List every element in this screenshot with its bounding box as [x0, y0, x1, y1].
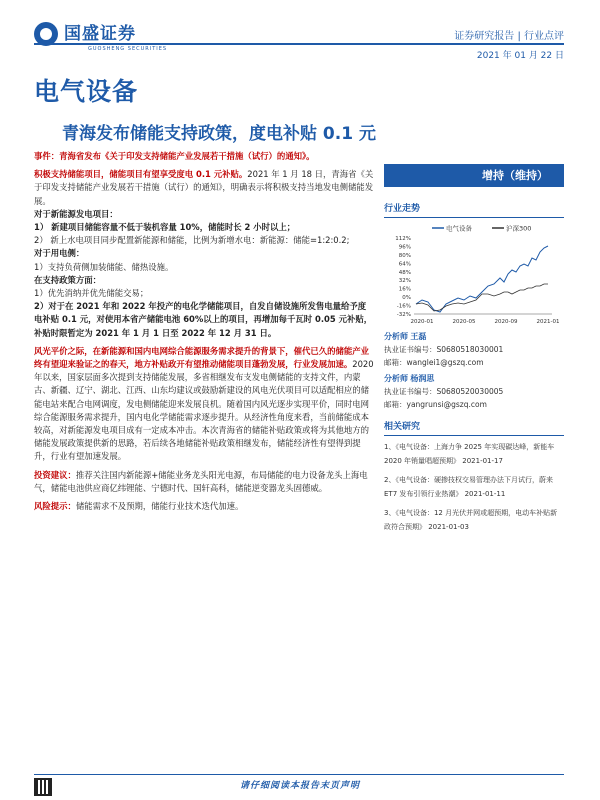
analyst-email[interactable]: 邮箱：yangrunsi@gszq.com	[384, 400, 487, 409]
paragraph-2-text: 2020 年以来，国家层面多次提到支持储能发展，多省相继发布支发电侧储能的支持文件，内蒙古、新疆、辽宁、湖北、江西、山东均建议或鼓励新建设的风电光伏项目可以适配相应的储能电站来配合电网调度，发电侧储能迎来发展良机。随着国内风光逐步实现平价，同时电网综合能源服务需求提升，国内电化学储能需求逐步提升。从经济性角度来看，当前储能成本较高，对新能源发电项目成有一定成本冲击。本次青海省的储能补贴政策或将为其他地方的储能发展政策提供新的思路，若后续各地储能补贴政策相继发布，储能经济性有望得到提升，行业有望加速发展。	[34, 359, 374, 462]
heading-consumption: 对于用电侧：	[34, 248, 85, 259]
y-tick-label: 64%	[398, 261, 411, 268]
paragraph-1-lead: 积极支持储能项目，储能项目有望享受度电 0.1 元补贴。	[34, 169, 248, 180]
paragraph-1-text: 2021 年 1 月 18 日，青海省《关于印发支持储能产业发展若干措施（试行）的通知》，明确表示将积极支持当地发电侧储能发展。	[34, 169, 374, 206]
logo-english: GUOSHENG SECURITIES	[88, 45, 168, 52]
header-divider	[34, 43, 564, 45]
report-date: 2021 年 01 月 22 日	[476, 51, 564, 61]
page-header	[0, 0, 600, 62]
analyst-email[interactable]: 邮箱：wanglei1@gszq.com	[384, 358, 484, 367]
y-axis-ticks	[395, 236, 411, 318]
paragraph-1	[34, 168, 374, 208]
series-sector-line	[416, 246, 548, 312]
industry-heading: 电气设备	[34, 77, 139, 106]
analyst-name: 杨润思	[410, 374, 435, 383]
analyst-name: 王磊	[410, 332, 427, 341]
analyst-cert: 执业证书编号：S0680520030005	[384, 387, 504, 396]
rating-badge: 增持（维持）	[384, 164, 564, 187]
series-index-line	[416, 284, 548, 311]
analyst-label: 分析师	[384, 332, 408, 341]
research-item[interactable]: 3、《电气设备：12 月光伏并网或超预期，电动车补贴新政符合预期》 2021-01-03	[384, 509, 558, 531]
investment-text: 推荐关注国内新能源+储能业务龙头阳光电源，布局储能的电力设备龙头上海电气，储能电池供应商亿纬锂能、宁德时代、国轩高科，储能逆变器龙头固德威。	[34, 469, 368, 493]
y-tick-label: 32%	[398, 278, 411, 285]
analyst-label: 分析师	[384, 374, 408, 383]
related-research-title: 相关研究	[384, 419, 564, 436]
footer-divider	[34, 774, 564, 775]
sidebar	[384, 150, 564, 534]
y-tick-label: 112%	[395, 236, 411, 242]
y-tick-label: 80%	[398, 252, 411, 259]
list-item: 1）支持负荷侧加装储能、储热设施。	[34, 261, 174, 272]
paragraph-2	[34, 345, 374, 464]
list-item: 2）对于在 2021 年和 2022 年投产的电化学储能项目，自发自储设施所发售电量给予度电补贴 0.1 元，对使用本省产储能电池 60%以上的项目，再增加每千瓦时 0.05 元补贴，补贴时限暂定为 2021 年 1 月 1 日至 2022 年 12 月 31 日。	[34, 301, 373, 338]
x-tick-label: 2020-01	[410, 319, 434, 325]
y-tick-label: 0%	[402, 295, 411, 302]
y-tick-label: -32%	[396, 312, 411, 318]
y-tick-label: 48%	[398, 269, 411, 276]
risk-warning	[34, 500, 374, 513]
legend-label-a: 电气设备	[446, 224, 472, 233]
y-tick-label: -16%	[396, 303, 411, 310]
legend-label-b: 沪深300	[506, 224, 532, 233]
main-body	[34, 150, 374, 513]
x-tick-label: 2020-09	[494, 319, 518, 325]
report-type: 证券研究报告 | 行业点评	[454, 31, 564, 42]
x-tick-label: 2020-05	[452, 319, 476, 325]
event-line: 事件：青海省发布《关于印发支持储能产业发展若干措施（试行）的通知》。	[34, 151, 315, 161]
analyst-cert: 执业证书编号：S0680518030001	[384, 345, 504, 354]
investment-label: 投资建议：	[34, 469, 76, 480]
page-footer	[0, 770, 600, 800]
risk-label: 风险提示：	[34, 501, 76, 512]
risk-text: 储能需求不及预期，储能行业技术迭代加速。	[75, 501, 244, 512]
analyst-block	[384, 330, 564, 411]
list-item: 1）优先消纳并优先储能交易；	[34, 288, 149, 299]
trend-chart-svg	[384, 218, 564, 328]
investment-advice	[34, 469, 374, 495]
research-item[interactable]: 2、《电气设备：硬掺技权交易管理办法下月试行，蔚来 ET7 发布引领行业热潮》 2021-01-11	[384, 476, 553, 498]
footer-disclaimer: 请仔细阅读本报告末页声明	[239, 781, 360, 791]
heading-policy: 在支持政策方面：	[34, 274, 101, 285]
logo-name: 国盛证券	[64, 23, 136, 44]
trend-title: 行业走势	[384, 201, 564, 218]
paragraph-2-lead: 风光平价之际，在新能源和国内电网综合能源服务需求提升的背景下，催代已久的储能产业终有望迎来验证之的春天，地方补贴政开有望推动储能项目蓬勃发展，行业发展加速。	[34, 345, 369, 370]
research-item[interactable]: 1、《电气设备：上海力争 2025 年实现碳达峰，新能车 2020 年销量唱超预期》 2021-01-17	[384, 443, 555, 465]
y-tick-label: 96%	[398, 244, 411, 251]
y-tick-label: 16%	[398, 286, 411, 293]
x-tick-label: 2021-01	[536, 319, 560, 325]
trend-chart	[384, 218, 564, 328]
report-title: 青海发布储能支持政策，度电补贴 0.1 元	[62, 124, 376, 144]
list-item: 1） 新建项目储能容量不低于装机容量 10%，储能时长 2 小时以上；	[34, 222, 296, 233]
x-axis-ticks	[411, 319, 560, 325]
related-research-list	[384, 440, 564, 534]
heading-generation: 对于新能源发电项目：	[34, 208, 118, 219]
list-item: 2） 新上水电项目同步配置新能源和储能，比例为新增水电：新能源：储能=1:2:0.2;	[34, 235, 350, 246]
